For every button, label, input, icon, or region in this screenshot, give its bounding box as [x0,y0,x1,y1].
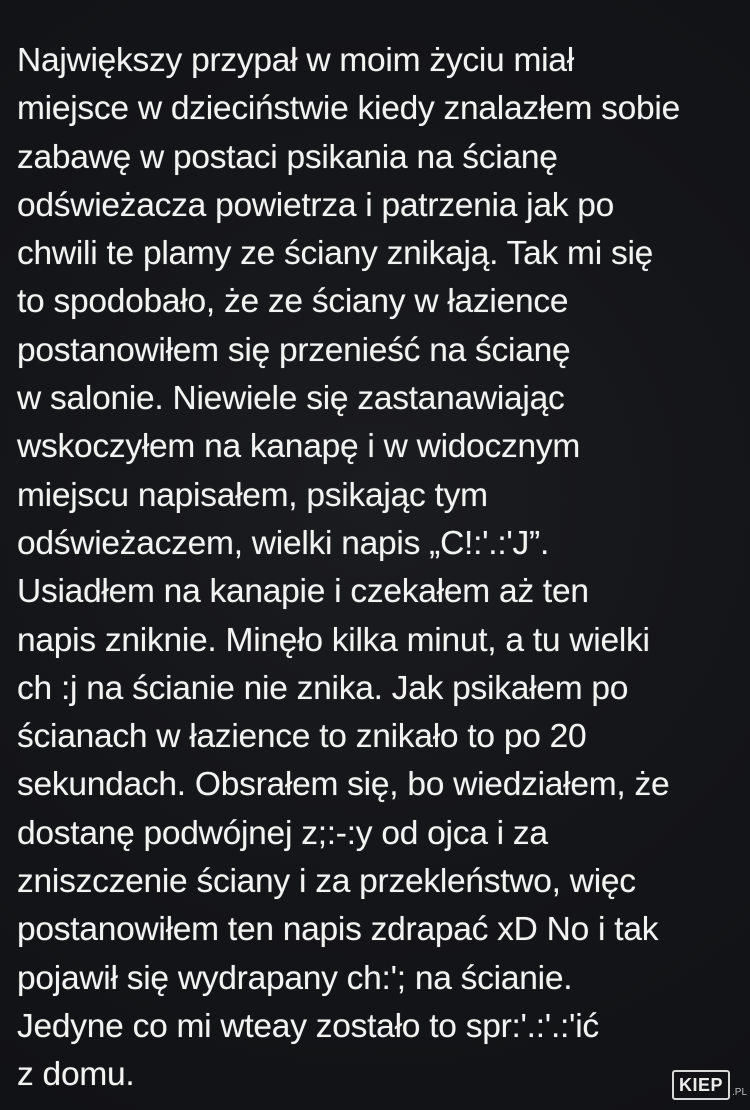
story-line: zniszczenie ściany i za przekleństwo, więc [17,863,636,901]
story-text [17,37,737,1100]
kiep-logo: KIEP [672,1070,730,1100]
story-line: to spodobało, że ze ściany w łazience [17,283,569,321]
story-line: postanowiłem ten napis zdrapać xD No i tak [17,911,659,949]
story-line: ścianach w łazience to znikało to po 20 [17,718,587,756]
story-line: zabawę w postaci psikania na ścianę [17,138,558,176]
kiep-logo-suffix: .PL [732,1087,748,1098]
story-line: miejsce w dzieciństwie kiedy znalazłem sobie [17,90,680,128]
story-line: miejscu napisałem, psikając tym [17,476,488,514]
kiep-watermark [672,1068,748,1100]
story-line: z domu. [17,1056,135,1094]
story-line: w salonie. Niewiele się zastanawiając [17,380,565,418]
story-line: Jedyne co mi wteay zostało to spr:'.:'.:'ić [17,1007,599,1045]
story-line: napis zniknie. Minęło kilka minut, a tu wielki [17,621,650,659]
story-line: sekundach. Obsrałem się, bo wiedziałem, że [17,766,670,804]
story-line: odświeżacza powietrza i patrzenia jak po [17,186,615,224]
story-line: dostanę podwójnej z;:-:y od ojca i za [17,814,548,852]
story-line: odświeżaczem, wielki napis „C!:'.:'J”. [17,524,549,562]
story-line: ch :j na ścianie nie znika. Jak psikałem po [17,669,629,707]
story-line: Największy przypał w moim życiu miał [17,42,574,79]
story-line: chwili te plamy ze ściany znikają. Tak mi się [17,235,654,273]
story-line: postanowiłem się przenieść na ścianę [17,331,571,369]
story-line: wskoczyłem na kanapę i w widocznym [17,428,581,466]
story-line: Usiadłem na kanapie i czekałem aż ten [17,573,589,611]
story-line: pojawił się wydrapany ch:'; na ścianie. [17,959,573,997]
